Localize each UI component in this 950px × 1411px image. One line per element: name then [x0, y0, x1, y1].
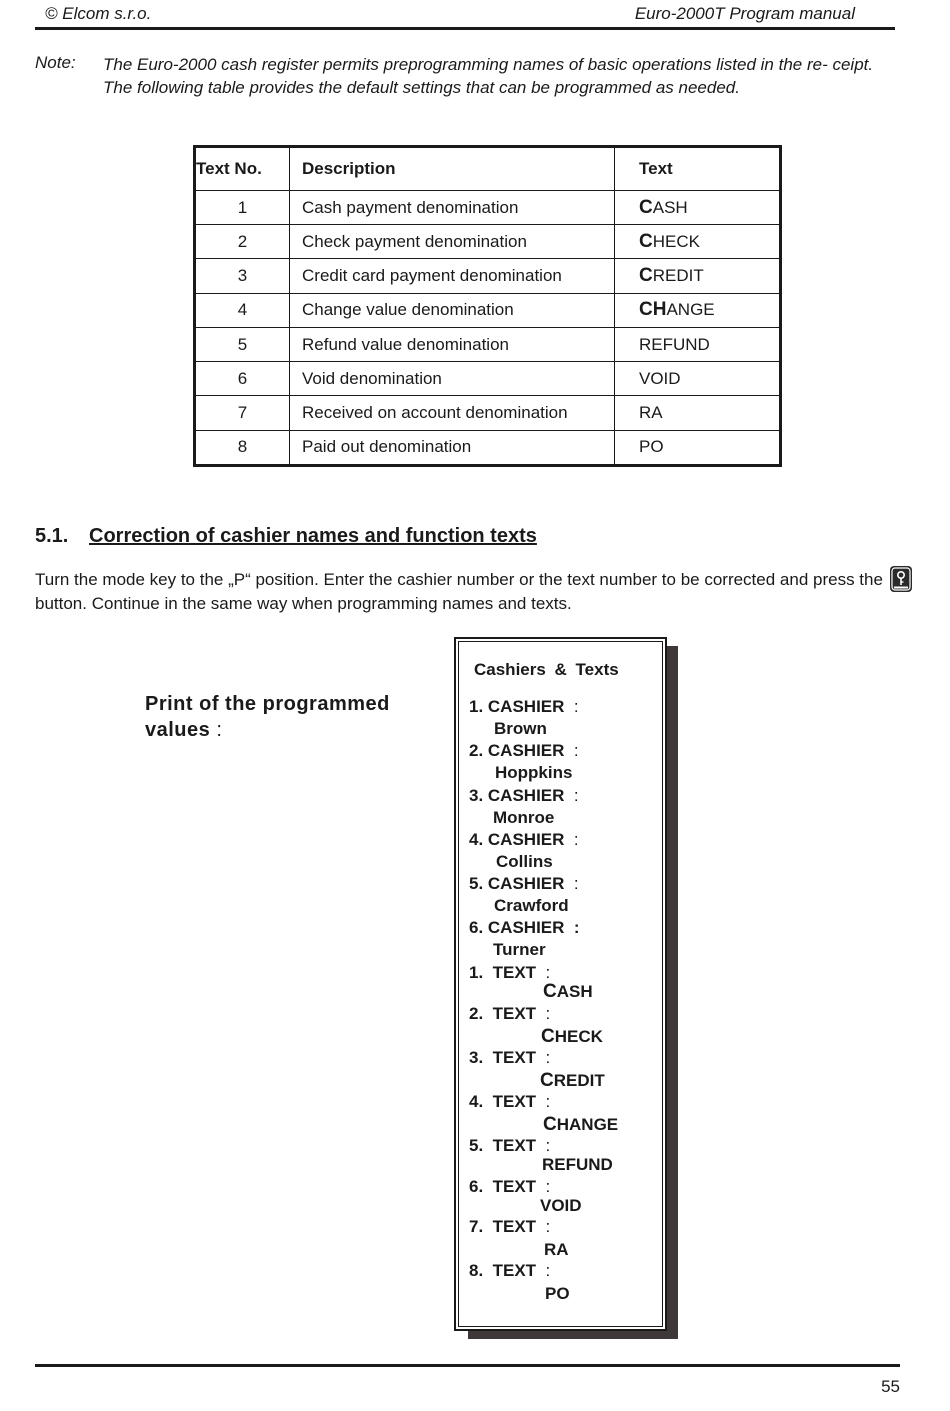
header-rule — [35, 27, 895, 30]
text-rest: REFUND — [639, 334, 710, 354]
cell-text-no: 3 — [195, 259, 290, 293]
cell-text-no: 5 — [195, 327, 290, 361]
text-rest: ASH — [652, 197, 688, 217]
note-text: The Euro-2000 cash register permits preprogramming names of basic operations listed in the re- ceipt. The following table provides the default settings that can be programmed as needed. — [103, 55, 874, 97]
table-row — [195, 191, 781, 225]
receipt-text-value: REFUND — [542, 1155, 613, 1174]
cell-text-no: 2 — [195, 225, 290, 259]
receipt-cashier-label: 5. CASHIER : — [469, 874, 579, 893]
print-label-colon: : — [216, 719, 223, 741]
receipt-text-value: VOID — [540, 1196, 582, 1215]
cell-text — [615, 327, 781, 361]
page-number: 55 — [881, 1377, 900, 1396]
cell-text-no: 4 — [195, 293, 290, 327]
footer-rule — [35, 1364, 900, 1367]
cell-description: Received on account denomination — [290, 396, 615, 430]
cell-text — [615, 191, 781, 225]
para-after: button. Continue in the same way when programming names and texts. — [35, 594, 572, 613]
para-before: Turn the mode key to the „P“ position. Enter the cashier number or the text number to be corrected and press the — [35, 570, 883, 589]
text-lead-letters: C — [639, 196, 653, 218]
table-row — [195, 293, 781, 327]
table-row — [195, 259, 781, 293]
section-number: 5.1. — [35, 525, 69, 547]
text-rest: HECK — [652, 231, 700, 251]
text-rest: PO — [639, 437, 664, 457]
passcode-key-icon — [890, 566, 912, 592]
text-rest: REDIT — [652, 266, 704, 286]
table-row — [195, 225, 781, 259]
text-lead-letters: CH — [639, 299, 667, 321]
cell-description: Refund value denomination — [290, 327, 615, 361]
receipt-cashier-label: 1. CASHIER : — [469, 697, 579, 716]
section-heading — [35, 525, 537, 548]
cell-text-no: 7 — [195, 396, 290, 430]
table-row — [195, 362, 781, 396]
cell-text — [615, 259, 781, 293]
cell-text-no: 6 — [195, 362, 290, 396]
receipt-text-value: RA — [544, 1240, 569, 1259]
cell-text — [615, 225, 781, 259]
cell-description: Check payment denomination — [290, 225, 615, 259]
receipt-text-label: 2. TEXT : — [469, 1004, 551, 1023]
header-manual-title: Euro-2000T Program manual — [634, 4, 855, 23]
text-rest: VOID — [639, 368, 681, 388]
receipt-text-label: 6. TEXT : — [469, 1177, 551, 1196]
receipt-cashier-name: Monroe — [493, 808, 555, 827]
cell-description: Cash payment denomination — [290, 191, 615, 225]
receipt-cashier-name: Brown — [494, 719, 547, 738]
text-lead-letters: C — [639, 265, 653, 287]
cell-text-no: 8 — [195, 430, 290, 465]
col-header-description: Description — [290, 147, 615, 191]
default-texts-table — [193, 145, 782, 467]
cell-description: Paid out denomination — [290, 430, 615, 465]
receipt-text-value: PO — [545, 1284, 570, 1303]
receipt-title: Cashiers & Texts — [474, 660, 619, 679]
section-title: Correction of cashier names and function texts — [89, 525, 537, 547]
cell-description: Void denomination — [290, 362, 615, 396]
note-label: Note: — [35, 53, 76, 72]
cell-text — [615, 362, 781, 396]
cell-text — [615, 430, 781, 465]
table-row — [195, 327, 781, 361]
receipt-text-label: 3. TEXT : — [469, 1048, 551, 1067]
print-label — [145, 691, 435, 743]
receipt-cashier-label: 6. CASHIER : — [469, 918, 580, 937]
table-header-row — [195, 147, 781, 191]
header-copyright: © Elcom s.r.o. — [45, 4, 152, 23]
instruction-paragraph — [35, 566, 915, 616]
receipt-text-label: 8. TEXT : — [469, 1261, 551, 1280]
receipt-cashier-label: 4. CASHIER : — [469, 830, 579, 849]
cell-text — [615, 396, 781, 430]
receipt-text-value: CHANGE — [543, 1114, 619, 1135]
receipt-text-label: 5. TEXT : — [469, 1136, 551, 1155]
text-lead-letters: C — [639, 230, 653, 252]
receipt-text-value: CASH — [543, 981, 593, 1002]
receipt-cashier-name: Hoppkins — [495, 763, 573, 782]
receipt-cashier-label: 2. CASHIER : — [469, 741, 579, 760]
receipt-text-label: 4. TEXT : — [469, 1092, 551, 1111]
table-row — [195, 430, 781, 465]
col-header-text-no: Text No. — [195, 147, 290, 191]
cell-text — [615, 293, 781, 327]
col-header-text: Text — [615, 147, 781, 191]
receipt-cashier-label: 3. CASHIER : — [469, 786, 579, 805]
text-rest: RA — [639, 403, 663, 423]
receipt-cashier-name: Crawford — [494, 896, 569, 915]
cell-description: Credit card payment denomination — [290, 259, 615, 293]
receipt-text-label: 1. TEXT : — [469, 963, 551, 982]
receipt-cashier-name: Turner — [493, 940, 546, 959]
cell-description: Change value denomination — [290, 293, 615, 327]
text-rest: ANGE — [666, 300, 715, 320]
receipt-text-label: 7. TEXT : — [469, 1217, 551, 1236]
cell-text-no: 1 — [195, 191, 290, 225]
receipt-cashier-name: Collins — [496, 852, 553, 871]
receipt-text-value: CREDIT — [540, 1070, 605, 1091]
print-label-text: Print of the programmed values — [145, 693, 390, 741]
table-row — [195, 396, 781, 430]
receipt-text-value: CHECK — [541, 1026, 603, 1047]
